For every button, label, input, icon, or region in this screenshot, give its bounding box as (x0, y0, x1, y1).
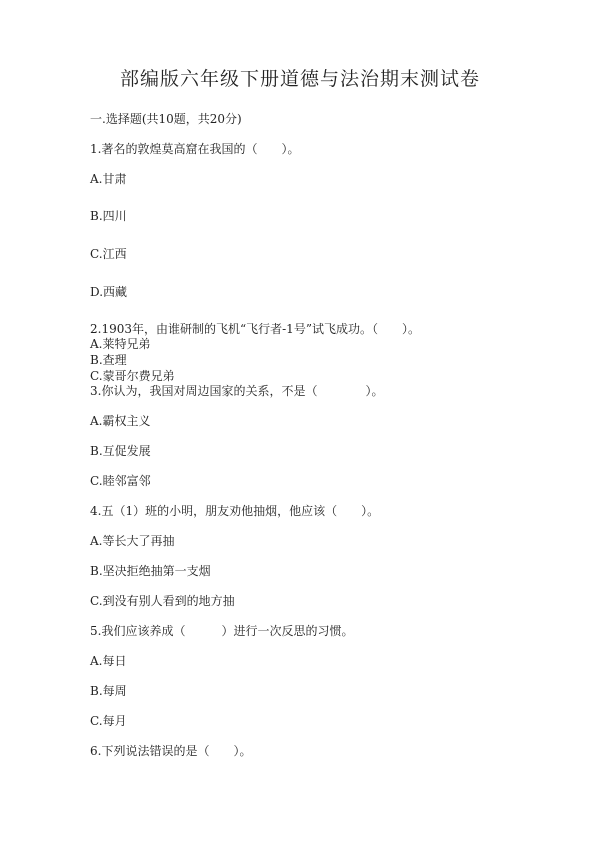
question-3-option-b: B.互促发展 (90, 444, 151, 458)
question-1: 1.著名的敦煌莫高窟在我国的（ ）。 (90, 142, 300, 156)
question-1-option-b: B.四川 (90, 209, 127, 223)
question-1-option-a: A.甘肃 (90, 172, 127, 186)
question-5: 5.我们应该养成（ ）进行一次反思的习惯。 (90, 624, 354, 638)
question-3-option-c: C.睦邻富邻 (90, 474, 151, 488)
question-5-option-c: C.每月 (90, 714, 127, 728)
question-1-option-d: D.西藏 (90, 285, 128, 299)
question-2-option-b: B.查理 (90, 353, 127, 367)
section-heading: 一.选择题(共10题，共20分) (90, 112, 242, 126)
question-4-option-c: C.到没有别人看到的地方抽 (90, 594, 235, 608)
question-4: 4.五（1）班的小明，朋友劝他抽烟，他应该（ ）。 (90, 504, 380, 518)
question-2-option-c: C.蒙哥尔费兄弟 (90, 369, 175, 383)
question-4-option-b: B.坚决拒绝抽第一支烟 (90, 564, 211, 578)
question-5-option-b: B.每周 (90, 684, 127, 698)
question-1-option-c: C.江西 (90, 247, 127, 261)
question-3-option-a: A.霸权主义 (90, 414, 151, 428)
question-4-option-a: A.等长大了再抽 (90, 534, 175, 548)
page-title: 部编版六年级下册道德与法治期末测试卷 (119, 68, 480, 90)
question-6: 6.下列说法错误的是（ ）。 (90, 744, 252, 758)
question-3: 3.你认为，我国对周边国家的关系，不是（ ）。 (90, 384, 384, 398)
question-2: 2.1903年，由谁研制的飞机“飞行者-1号”试飞成功。（ ）。 (90, 322, 420, 336)
question-2-option-a: A.莱特兄弟 (90, 337, 151, 351)
question-5-option-a: A.每日 (90, 654, 127, 668)
